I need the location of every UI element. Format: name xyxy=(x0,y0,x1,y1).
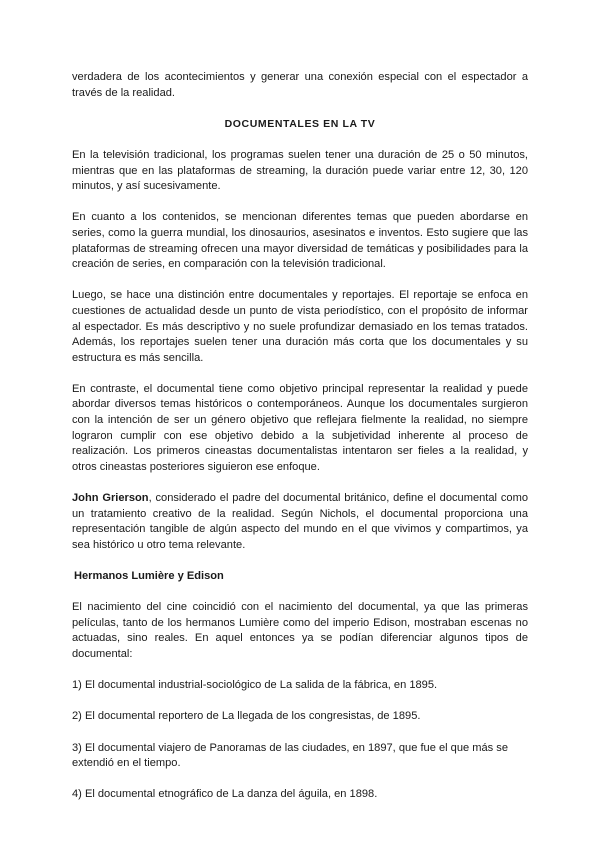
list-item: 3) El documental viajero de Panoramas de las ciudades, en 1897, que fue el que más se extendió en el tiempo. xyxy=(72,741,509,770)
list-item: 4) El documental etnográfico de La danza del águila, en 1898. xyxy=(72,788,378,801)
paragraph-contents: En cuanto a los contenidos, se mencionan diferentes temas que pueden abordarse en series, como la guerra mundial, los dinosaurios, asesinatos e inventos. Esto sugiere que las plataformas de streaming ofrecen una mayor diversidad de temáticas y posibilidades para la creación de series, en comparación con la televisión tradicional. xyxy=(72,211,528,271)
list-item: 1) El documental industrial-sociológico de La salida de la fábrica, en 1895. xyxy=(72,679,438,692)
document-page xyxy=(72,70,528,819)
section-title-documentales-tv: DOCUMENTALES EN LA TV xyxy=(224,117,376,130)
grierson-text: , considerado el padre del documental británico, define el documental como un tratamiento creativo de la realidad. Según Nichols, el documental proporciona una representación tangible de algún aspecto del mundo en el que vivimos y compartimos, ya sea histórico u otro tema relevante. xyxy=(72,492,528,551)
grierson-name: John Grierson xyxy=(72,492,149,505)
paragraph-grierson xyxy=(72,491,528,553)
paragraph-nacimiento: El nacimiento del cine coincidió con el nacimiento del documental, ya que las primeras películas, tanto de los hermanos Lumière como del imperio Edison, mostraban escenas no actuadas, sino reales. En aquel entonces ya se podían diferenciar algunos tipos de documental: xyxy=(72,601,528,660)
intro-fragment: verdadera de los acontecimientos y generar una conexión especial con el espectador a través de la realidad. xyxy=(72,71,528,99)
list-item: 2) El documental reportero de La llegada de los congresistas, de 1895. xyxy=(72,710,421,723)
section-title-lumiere: Hermanos Lumière y Edison xyxy=(74,570,224,582)
paragraph-duration: En la televisión tradicional, los programas suelen tener una duración de 25 o 50 minutos, mientras que en las plataformas de streaming, la duración puede variar entre 12, 30, 120 minutos, y así sucesivamente. xyxy=(72,148,528,193)
paragraph-reportajes: Luego, se hace una distinción entre documentales y reportajes. El reportaje se enfoca en cuestiones de actualidad desde un punto de vista periodístico, con el propósito de informar al espectador. Es más descriptivo y no suele profundizar demasiado en los temas tratados. Además, los reportajes suelen tener una duración más corta que los documentales y su estructura es más sencilla. xyxy=(72,289,528,364)
paragraph-documental: En contraste, el documental tiene como objetivo principal representar la realidad y puede abordar diversos temas históricos o contemporáneos. Aunque los documentales surgieron con la intención de ser un género objetivo que reflejara fielmente la realidad, no siempre lograron cumplir con ese objetivo debido a la subjetividad inherente al proceso de realización. Los primeros cineastas documentalistas intentaron ser fieles a la realidad, y otros cineastas posteriores siguieron ese enfoque. xyxy=(72,382,528,473)
